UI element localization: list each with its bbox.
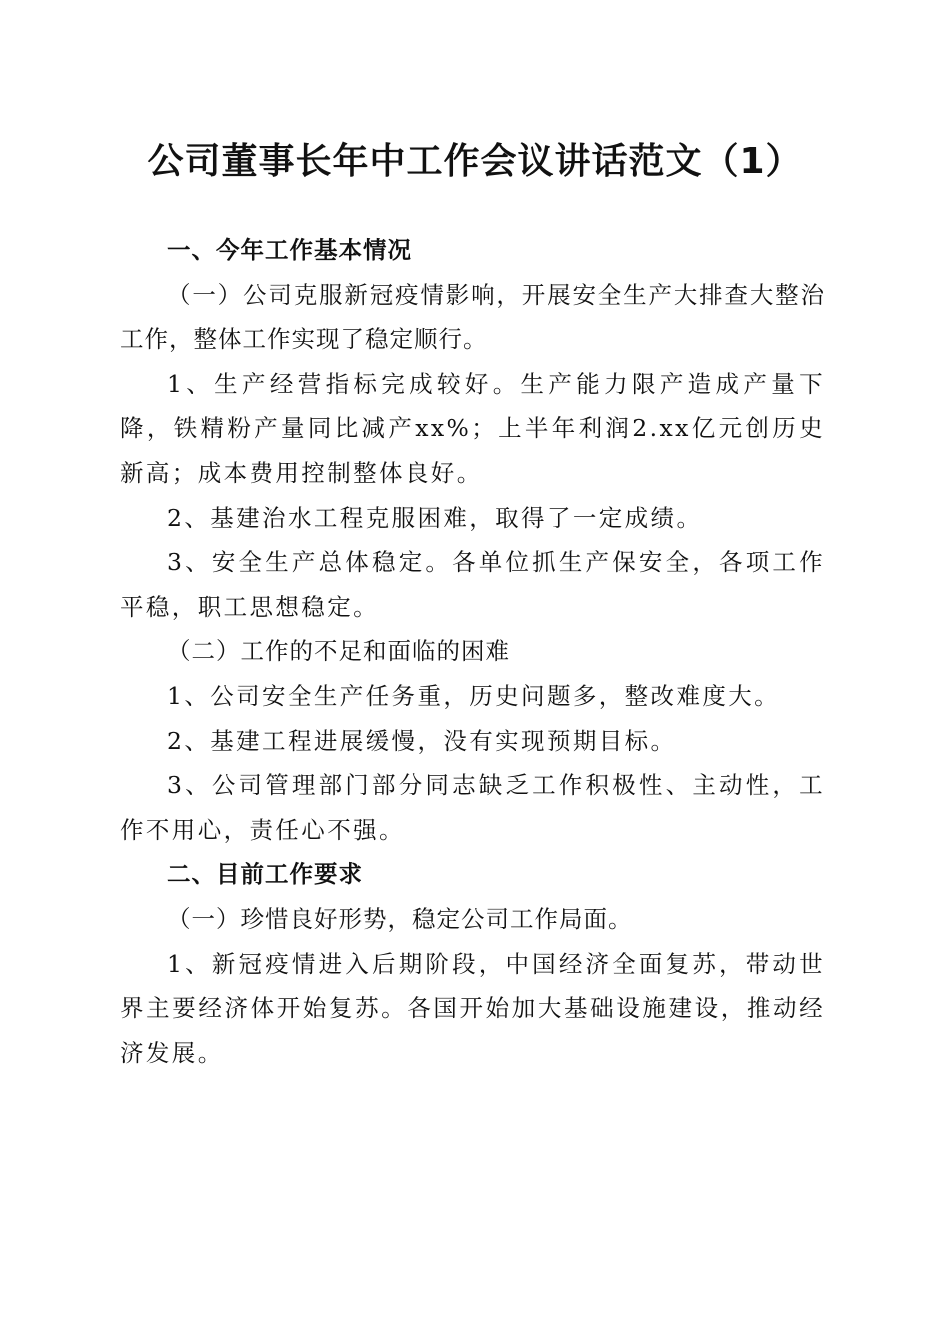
document-body — [120, 228, 825, 1075]
subsection-heading-1-1: （一）公司克服新冠疫情影响，开展安全生产大排查大整治工作，整体工作实现了稳定顺行。 — [120, 280, 825, 354]
body-paragraph: 1、新冠疫情进入后期阶段，中国经济全面复苏，带动世界主要经济体开始复苏。各国开始加大基础设施建设，推动经济发展。 — [120, 949, 825, 1067]
body-paragraph: 1、生产经营指标完成较好。生产能力限产造成产量下降，铁精粉产量同比减产xx%；上半年利润2.xx亿元创历史新高；成本费用控制整体良好。 — [120, 369, 825, 487]
body-paragraph: 3、安全生产总体稳定。各单位抓生产保安全，各项工作平稳，职工思想稳定。 — [120, 548, 825, 621]
section-heading-2: 二、目前工作要求 — [167, 860, 363, 889]
subsection-heading-2-1: （一）珍惜良好形势，稳定公司工作局面。 — [167, 904, 633, 933]
body-paragraph: 2、基建治水工程克服困难，取得了一定成绩。 — [167, 503, 703, 532]
body-paragraph: 3、公司管理部门部分同志缺乏工作积极性、主动性，工作不用心，责任心不强。 — [120, 771, 825, 844]
document-title: 公司董事长年中工作会议讲话范文（1） — [147, 141, 803, 182]
section-heading-1: 一、今年工作基本情况 — [167, 236, 412, 264]
subsection-heading-1-2: （二）工作的不足和面临的困难 — [167, 637, 510, 666]
body-paragraph: 1、公司安全生产任务重，历史问题多，整改难度大。 — [167, 681, 781, 710]
body-paragraph: 2、基建工程进展缓慢，没有实现预期目标。 — [167, 726, 677, 755]
